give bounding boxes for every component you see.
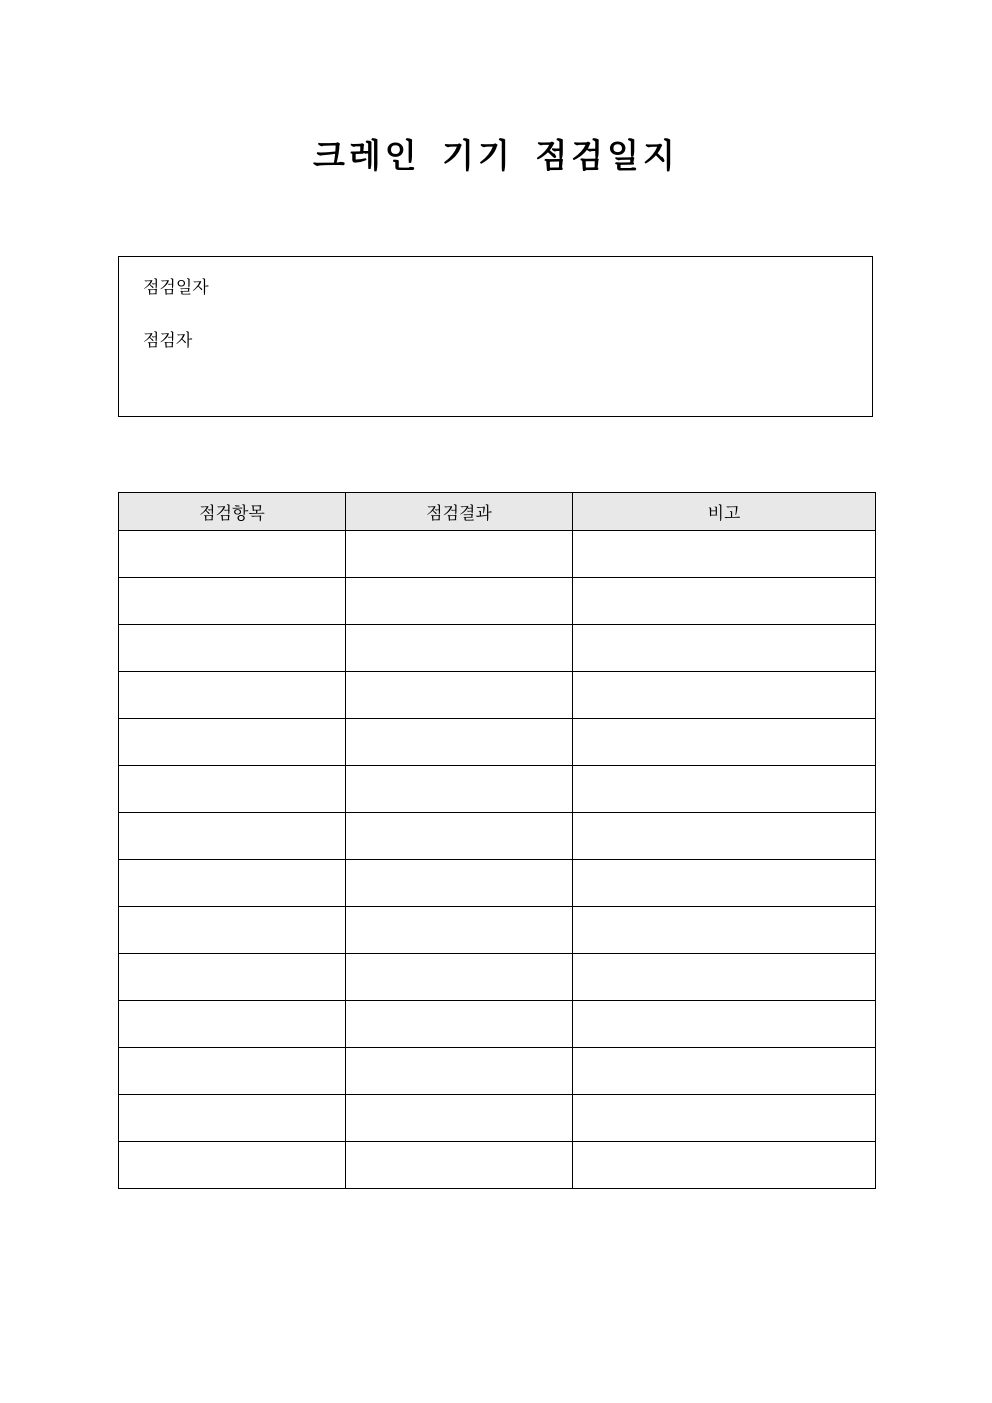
- table-row: [119, 907, 876, 954]
- table-row: [119, 766, 876, 813]
- cell-check-item[interactable]: [119, 954, 346, 1001]
- cell-check-item[interactable]: [119, 813, 346, 860]
- cell-check-result[interactable]: [346, 813, 573, 860]
- cell-check-result[interactable]: [346, 1048, 573, 1095]
- table-row: [119, 625, 876, 672]
- cell-remarks[interactable]: [573, 907, 876, 954]
- cell-remarks[interactable]: [573, 813, 876, 860]
- table-row: [119, 1048, 876, 1095]
- cell-check-item[interactable]: [119, 1142, 346, 1189]
- table-row: [119, 813, 876, 860]
- cell-remarks[interactable]: [573, 625, 876, 672]
- header-check-result: 점검결과: [346, 493, 573, 531]
- cell-check-result[interactable]: [346, 860, 573, 907]
- header-check-item: 점검항목: [119, 493, 346, 531]
- table-row: [119, 578, 876, 625]
- cell-check-item[interactable]: [119, 766, 346, 813]
- table-row: [119, 1001, 876, 1048]
- inspector-label: 점검자: [143, 331, 193, 351]
- inspection-table: [118, 492, 876, 1189]
- cell-check-result[interactable]: [346, 954, 573, 1001]
- table-row: [119, 1142, 876, 1189]
- header-remarks: 비고: [573, 493, 876, 531]
- cell-remarks[interactable]: [573, 766, 876, 813]
- table-row: [119, 1095, 876, 1142]
- cell-remarks[interactable]: [573, 578, 876, 625]
- cell-check-item[interactable]: [119, 578, 346, 625]
- cell-check-result[interactable]: [346, 1001, 573, 1048]
- cell-check-item[interactable]: [119, 1095, 346, 1142]
- inspection-date-label: 점검일자: [143, 278, 209, 298]
- cell-check-result[interactable]: [346, 578, 573, 625]
- table-row: [119, 719, 876, 766]
- cell-check-item[interactable]: [119, 672, 346, 719]
- cell-remarks[interactable]: [573, 531, 876, 578]
- cell-check-item[interactable]: [119, 1001, 346, 1048]
- cell-check-result[interactable]: [346, 672, 573, 719]
- cell-check-result[interactable]: [346, 907, 573, 954]
- cell-remarks[interactable]: [573, 719, 876, 766]
- cell-check-item[interactable]: [119, 531, 346, 578]
- cell-check-result[interactable]: [346, 625, 573, 672]
- table-row: [119, 860, 876, 907]
- table-body: [119, 531, 876, 1189]
- cell-check-item[interactable]: [119, 719, 346, 766]
- cell-remarks[interactable]: [573, 1095, 876, 1142]
- cell-remarks[interactable]: [573, 954, 876, 1001]
- table-header-row: [119, 493, 876, 531]
- cell-check-item[interactable]: [119, 907, 346, 954]
- inspection-info-box: [118, 256, 873, 417]
- cell-check-result[interactable]: [346, 719, 573, 766]
- cell-check-result[interactable]: [346, 531, 573, 578]
- cell-check-result[interactable]: [346, 1095, 573, 1142]
- cell-remarks[interactable]: [573, 860, 876, 907]
- cell-remarks[interactable]: [573, 1001, 876, 1048]
- cell-check-item[interactable]: [119, 1048, 346, 1095]
- cell-check-result[interactable]: [346, 1142, 573, 1189]
- cell-check-item[interactable]: [119, 860, 346, 907]
- page-title: 크레인 기기 점검일지: [313, 136, 679, 175]
- cell-check-item[interactable]: [119, 625, 346, 672]
- cell-check-result[interactable]: [346, 766, 573, 813]
- cell-remarks[interactable]: [573, 1142, 876, 1189]
- table-row: [119, 672, 876, 719]
- table-row: [119, 531, 876, 578]
- cell-remarks[interactable]: [573, 1048, 876, 1095]
- cell-remarks[interactable]: [573, 672, 876, 719]
- table-row: [119, 954, 876, 1001]
